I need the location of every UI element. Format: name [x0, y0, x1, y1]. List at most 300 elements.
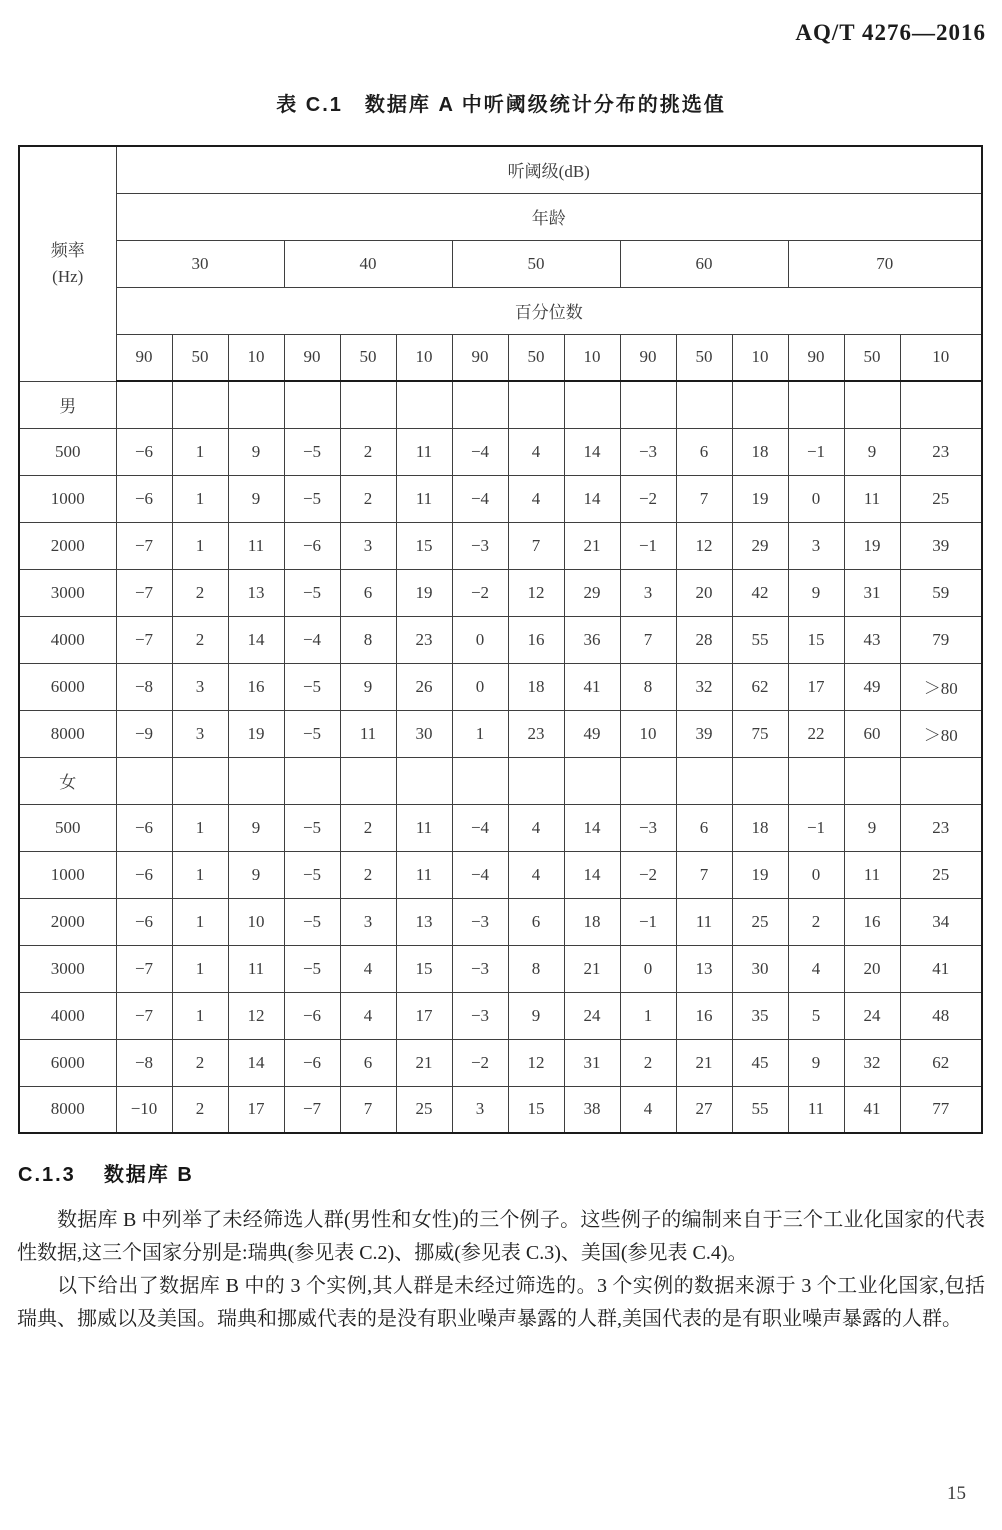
value-cell: 11 [676, 898, 732, 945]
value-cell: 4 [340, 992, 396, 1039]
value-cell: 42 [732, 569, 788, 616]
value-cell: 23 [900, 804, 982, 851]
value-cell: 8 [340, 616, 396, 663]
header-row-percentile-values [19, 334, 982, 381]
value-cell: 26 [396, 663, 452, 710]
value-cell: 18 [508, 663, 564, 710]
paragraph: 以下给出了数据库 B 中的 3 个实例,其人群是未经过筛选的。3 个实例的数据来源于 3 个工业化国家,包括瑞典、挪威以及美国。瑞典和挪威代表的是没有职业噪声暴露的人群,美国代表的是有职业噪声暴露的人群。 [17, 1275, 985, 1330]
empty-cell [396, 381, 452, 428]
value-cell: −6 [116, 428, 172, 475]
value-cell: 1 [172, 898, 228, 945]
value-cell: −5 [284, 663, 340, 710]
value-cell: 19 [396, 569, 452, 616]
percentile-header: 百分位数 [116, 287, 982, 334]
percentile-value-header: 10 [732, 334, 788, 381]
value-cell: 31 [564, 1039, 620, 1086]
value-cell: 12 [508, 1039, 564, 1086]
empty-cell [116, 757, 172, 804]
table-row [19, 1039, 982, 1086]
value-cell: 12 [228, 992, 284, 1039]
value-cell: 28 [676, 616, 732, 663]
empty-cell [508, 381, 564, 428]
hearing-threshold-table [18, 145, 983, 1134]
value-cell: 2 [620, 1039, 676, 1086]
empty-cell [284, 381, 340, 428]
value-cell: 1 [172, 522, 228, 569]
value-cell: 48 [900, 992, 982, 1039]
value-cell: 43 [844, 616, 900, 663]
empty-cell [172, 381, 228, 428]
percentile-value-header: 50 [676, 334, 732, 381]
value-cell: 1 [172, 428, 228, 475]
value-cell: 23 [396, 616, 452, 663]
value-cell: 14 [564, 851, 620, 898]
table-row [19, 663, 982, 710]
value-cell: 2 [340, 851, 396, 898]
value-cell: −7 [116, 569, 172, 616]
frequency-cell: 8000 [19, 1086, 116, 1133]
value-cell: 18 [732, 804, 788, 851]
value-cell: 0 [452, 663, 508, 710]
value-cell: 9 [844, 428, 900, 475]
percentile-value-header: 90 [452, 334, 508, 381]
empty-cell [340, 757, 396, 804]
value-cell: 8 [508, 945, 564, 992]
value-cell: 10 [228, 898, 284, 945]
value-cell: 49 [844, 663, 900, 710]
value-cell: −5 [284, 945, 340, 992]
empty-cell [452, 381, 508, 428]
value-cell: 4 [788, 945, 844, 992]
value-cell: 0 [620, 945, 676, 992]
value-cell: 3 [172, 710, 228, 757]
age-header: 年龄 [116, 193, 982, 240]
htl-header: 听阈级(dB) [116, 146, 982, 193]
value-cell: 23 [508, 710, 564, 757]
frequency-cell: 6000 [19, 663, 116, 710]
frequency-label: 频率 [50, 240, 85, 260]
value-cell: −6 [116, 475, 172, 522]
value-cell: 2 [788, 898, 844, 945]
percentile-value-header: 10 [900, 334, 982, 381]
value-cell: 59 [900, 569, 982, 616]
percentile-value-header: 50 [844, 334, 900, 381]
value-cell: 45 [732, 1039, 788, 1086]
empty-cell [452, 757, 508, 804]
header-row-percentile [19, 287, 982, 334]
age-group-header: 60 [620, 240, 788, 287]
value-cell: ＞80 [900, 710, 982, 757]
value-cell: 11 [396, 475, 452, 522]
empty-cell [508, 757, 564, 804]
value-cell: −3 [620, 804, 676, 851]
value-cell: 1 [172, 851, 228, 898]
frequency-cell: 2000 [19, 522, 116, 569]
header-row-htl [19, 146, 982, 193]
empty-cell [676, 757, 732, 804]
value-cell: 21 [564, 522, 620, 569]
value-cell: 21 [564, 945, 620, 992]
frequency-cell: 1000 [19, 851, 116, 898]
value-cell: 25 [900, 475, 982, 522]
value-cell: 11 [844, 475, 900, 522]
value-cell: 14 [564, 428, 620, 475]
value-cell: 13 [676, 945, 732, 992]
value-cell: 1 [620, 992, 676, 1039]
value-cell: 19 [732, 475, 788, 522]
page-number: 15 [947, 1483, 966, 1504]
age-group-header: 30 [116, 240, 284, 287]
value-cell: 25 [732, 898, 788, 945]
value-cell: 27 [676, 1086, 732, 1133]
value-cell: 7 [620, 616, 676, 663]
value-cell: 29 [732, 522, 788, 569]
body-text [17, 1204, 985, 1336]
section-heading [18, 1158, 194, 1187]
value-cell: 7 [508, 522, 564, 569]
value-cell: 18 [732, 428, 788, 475]
value-cell: 9 [788, 1039, 844, 1086]
value-cell: 11 [788, 1086, 844, 1133]
value-cell: 3 [340, 522, 396, 569]
value-cell: 9 [228, 804, 284, 851]
empty-cell [564, 757, 620, 804]
value-cell: −7 [116, 522, 172, 569]
value-cell: 3 [788, 522, 844, 569]
header-row-age [19, 193, 982, 240]
empty-cell [620, 757, 676, 804]
value-cell: 25 [900, 851, 982, 898]
value-cell: 25 [396, 1086, 452, 1133]
value-cell: 32 [844, 1039, 900, 1086]
standard-code: AQ/T 4276—2016 [795, 20, 986, 45]
section-label-row [19, 381, 982, 428]
frequency-cell: 6000 [19, 1039, 116, 1086]
value-cell: 31 [844, 569, 900, 616]
value-cell: 11 [228, 945, 284, 992]
empty-cell [844, 381, 900, 428]
frequency-cell: 500 [19, 428, 116, 475]
empty-cell [844, 757, 900, 804]
age-group-header: 50 [452, 240, 620, 287]
value-cell: 10 [620, 710, 676, 757]
value-cell: 2 [340, 428, 396, 475]
value-cell: 2 [172, 616, 228, 663]
value-cell: −9 [116, 710, 172, 757]
value-cell: 17 [396, 992, 452, 1039]
value-cell: 62 [732, 663, 788, 710]
value-cell: 11 [228, 522, 284, 569]
value-cell: 16 [844, 898, 900, 945]
value-cell: 1 [172, 992, 228, 1039]
value-cell: 16 [676, 992, 732, 1039]
value-cell: 0 [788, 851, 844, 898]
value-cell: 1 [172, 475, 228, 522]
value-cell: −1 [788, 804, 844, 851]
value-cell: 6 [340, 1039, 396, 1086]
value-cell: 15 [508, 1086, 564, 1133]
value-cell: 13 [228, 569, 284, 616]
empty-cell [732, 381, 788, 428]
table-row [19, 1086, 982, 1133]
value-cell: 4 [508, 428, 564, 475]
value-cell: 3 [620, 569, 676, 616]
value-cell: 4 [508, 851, 564, 898]
frequency-cell: 4000 [19, 616, 116, 663]
value-cell: 60 [844, 710, 900, 757]
table-row [19, 428, 982, 475]
frequency-cell: 1000 [19, 475, 116, 522]
percentile-value-header: 10 [564, 334, 620, 381]
value-cell: 12 [508, 569, 564, 616]
value-cell: −3 [452, 522, 508, 569]
value-cell: 17 [788, 663, 844, 710]
value-cell: −4 [452, 804, 508, 851]
value-cell: 49 [564, 710, 620, 757]
value-cell: 2 [172, 1086, 228, 1133]
value-cell: 36 [564, 616, 620, 663]
table-row [19, 522, 982, 569]
value-cell: 14 [564, 475, 620, 522]
table-row [19, 616, 982, 663]
value-cell: −5 [284, 898, 340, 945]
value-cell: 16 [508, 616, 564, 663]
table-body [19, 381, 982, 1133]
table-row [19, 569, 982, 616]
value-cell: 6 [508, 898, 564, 945]
value-cell: −4 [452, 851, 508, 898]
value-cell: 19 [732, 851, 788, 898]
value-cell: −7 [284, 1086, 340, 1133]
value-cell: −1 [620, 522, 676, 569]
percentile-value-header: 50 [172, 334, 228, 381]
percentile-value-header: 10 [228, 334, 284, 381]
frequency-cell: 3000 [19, 569, 116, 616]
value-cell: 38 [564, 1086, 620, 1133]
value-cell: 62 [900, 1039, 982, 1086]
frequency-cell: 4000 [19, 992, 116, 1039]
value-cell: −3 [452, 898, 508, 945]
value-cell: 7 [676, 475, 732, 522]
empty-cell [396, 757, 452, 804]
value-cell: 6 [340, 569, 396, 616]
value-cell: 4 [620, 1086, 676, 1133]
value-cell: 7 [676, 851, 732, 898]
frequency-cell: 500 [19, 804, 116, 851]
percentile-value-header: 90 [116, 334, 172, 381]
value-cell: −6 [116, 898, 172, 945]
value-cell: 4 [340, 945, 396, 992]
value-cell: 3 [172, 663, 228, 710]
value-cell: −2 [620, 851, 676, 898]
value-cell: 3 [340, 898, 396, 945]
empty-cell [788, 757, 844, 804]
value-cell: 9 [228, 475, 284, 522]
value-cell: 6 [676, 804, 732, 851]
value-cell: 18 [564, 898, 620, 945]
value-cell: 9 [788, 569, 844, 616]
value-cell: 55 [732, 1086, 788, 1133]
value-cell: 41 [564, 663, 620, 710]
empty-cell [228, 757, 284, 804]
value-cell: 20 [844, 945, 900, 992]
value-cell: 15 [788, 616, 844, 663]
value-cell: −6 [284, 522, 340, 569]
value-cell: 20 [676, 569, 732, 616]
value-cell: −8 [116, 663, 172, 710]
section-number: C.1.3 [18, 1164, 76, 1186]
percentile-value-header: 50 [340, 334, 396, 381]
value-cell: 32 [676, 663, 732, 710]
value-cell: 34 [900, 898, 982, 945]
percentile-value-header: 10 [396, 334, 452, 381]
value-cell: 77 [900, 1086, 982, 1133]
value-cell: 41 [844, 1086, 900, 1133]
value-cell: 41 [900, 945, 982, 992]
frequency-cell: 2000 [19, 898, 116, 945]
table-row [19, 710, 982, 757]
value-cell: 4 [508, 804, 564, 851]
value-cell: −1 [620, 898, 676, 945]
value-cell: 2 [340, 804, 396, 851]
value-cell: −3 [452, 945, 508, 992]
value-cell: 16 [228, 663, 284, 710]
value-cell: 29 [564, 569, 620, 616]
value-cell: −7 [116, 616, 172, 663]
paragraph: 数据库 B 中列举了未经筛选人群(男性和女性)的三个例子。这些例子的编制来自于三个工业化国家的代表性数据,这三个国家分别是:瑞典(参见表 C.2)、挪威(参见表 C.3)、美国(参见表 C.4)。 [17, 1209, 985, 1264]
value-cell: ＞80 [900, 663, 982, 710]
value-cell: −5 [284, 569, 340, 616]
age-group-header: 40 [284, 240, 452, 287]
value-cell: 11 [396, 428, 452, 475]
empty-cell [900, 757, 982, 804]
value-cell: −4 [452, 475, 508, 522]
table-row [19, 945, 982, 992]
empty-cell [340, 381, 396, 428]
empty-cell [788, 381, 844, 428]
value-cell: 21 [396, 1039, 452, 1086]
value-cell: 13 [396, 898, 452, 945]
frequency-column-header [19, 146, 116, 381]
section-label-row [19, 757, 982, 804]
age-group-header: 70 [788, 240, 982, 287]
value-cell: −6 [116, 804, 172, 851]
value-cell: −6 [284, 1039, 340, 1086]
value-cell: 1 [172, 945, 228, 992]
value-cell: −2 [452, 1039, 508, 1086]
empty-cell [284, 757, 340, 804]
value-cell: 11 [340, 710, 396, 757]
value-cell: 75 [732, 710, 788, 757]
value-cell: −7 [116, 945, 172, 992]
value-cell: 24 [844, 992, 900, 1039]
value-cell: 0 [788, 475, 844, 522]
value-cell: −5 [284, 475, 340, 522]
value-cell: 3 [452, 1086, 508, 1133]
value-cell: −6 [116, 851, 172, 898]
section-label: 女 [19, 757, 116, 804]
table-title: 表 C.1 数据库 A 中听阈级统计分布的挑选值 [276, 94, 726, 116]
table-row [19, 898, 982, 945]
table-row [19, 804, 982, 851]
value-cell: 2 [340, 475, 396, 522]
value-cell: 9 [228, 428, 284, 475]
value-cell: 39 [900, 522, 982, 569]
value-cell: −6 [284, 992, 340, 1039]
value-cell: 30 [396, 710, 452, 757]
value-cell: −7 [116, 992, 172, 1039]
value-cell: −3 [452, 992, 508, 1039]
empty-cell [564, 381, 620, 428]
empty-cell [228, 381, 284, 428]
value-cell: 19 [228, 710, 284, 757]
percentile-value-header: 50 [508, 334, 564, 381]
percentile-value-header: 90 [788, 334, 844, 381]
value-cell: 9 [508, 992, 564, 1039]
value-cell: 9 [340, 663, 396, 710]
value-cell: 14 [228, 1039, 284, 1086]
value-cell: −1 [788, 428, 844, 475]
value-cell: 17 [228, 1086, 284, 1133]
empty-cell [900, 381, 982, 428]
value-cell: 55 [732, 616, 788, 663]
value-cell: 2 [172, 1039, 228, 1086]
value-cell: 9 [228, 851, 284, 898]
empty-cell [172, 757, 228, 804]
empty-cell [620, 381, 676, 428]
value-cell: 5 [788, 992, 844, 1039]
empty-cell [676, 381, 732, 428]
section-label: 男 [19, 381, 116, 428]
value-cell: 15 [396, 945, 452, 992]
frequency-cell: 3000 [19, 945, 116, 992]
value-cell: −5 [284, 804, 340, 851]
value-cell: 79 [900, 616, 982, 663]
value-cell: 35 [732, 992, 788, 1039]
value-cell: −2 [452, 569, 508, 616]
value-cell: 19 [844, 522, 900, 569]
value-cell: −4 [452, 428, 508, 475]
value-cell: 9 [844, 804, 900, 851]
value-cell: 23 [900, 428, 982, 475]
table-header [19, 146, 982, 381]
value-cell: 11 [396, 804, 452, 851]
value-cell: 6 [676, 428, 732, 475]
value-cell: −5 [284, 710, 340, 757]
table-row [19, 475, 982, 522]
value-cell: 1 [172, 804, 228, 851]
value-cell: 21 [676, 1039, 732, 1086]
frequency-unit: (Hz) [52, 266, 84, 286]
empty-cell [732, 757, 788, 804]
value-cell: 11 [396, 851, 452, 898]
value-cell: −4 [284, 616, 340, 663]
value-cell: 30 [732, 945, 788, 992]
value-cell: −5 [284, 428, 340, 475]
value-cell: 15 [396, 522, 452, 569]
percentile-value-header: 90 [284, 334, 340, 381]
percentile-value-header: 90 [620, 334, 676, 381]
value-cell: −5 [284, 851, 340, 898]
value-cell: 14 [228, 616, 284, 663]
value-cell: 0 [452, 616, 508, 663]
value-cell: 2 [172, 569, 228, 616]
value-cell: −3 [620, 428, 676, 475]
value-cell: 24 [564, 992, 620, 1039]
section-title: 数据库 B [103, 1164, 194, 1186]
empty-cell [116, 381, 172, 428]
value-cell: 8 [620, 663, 676, 710]
